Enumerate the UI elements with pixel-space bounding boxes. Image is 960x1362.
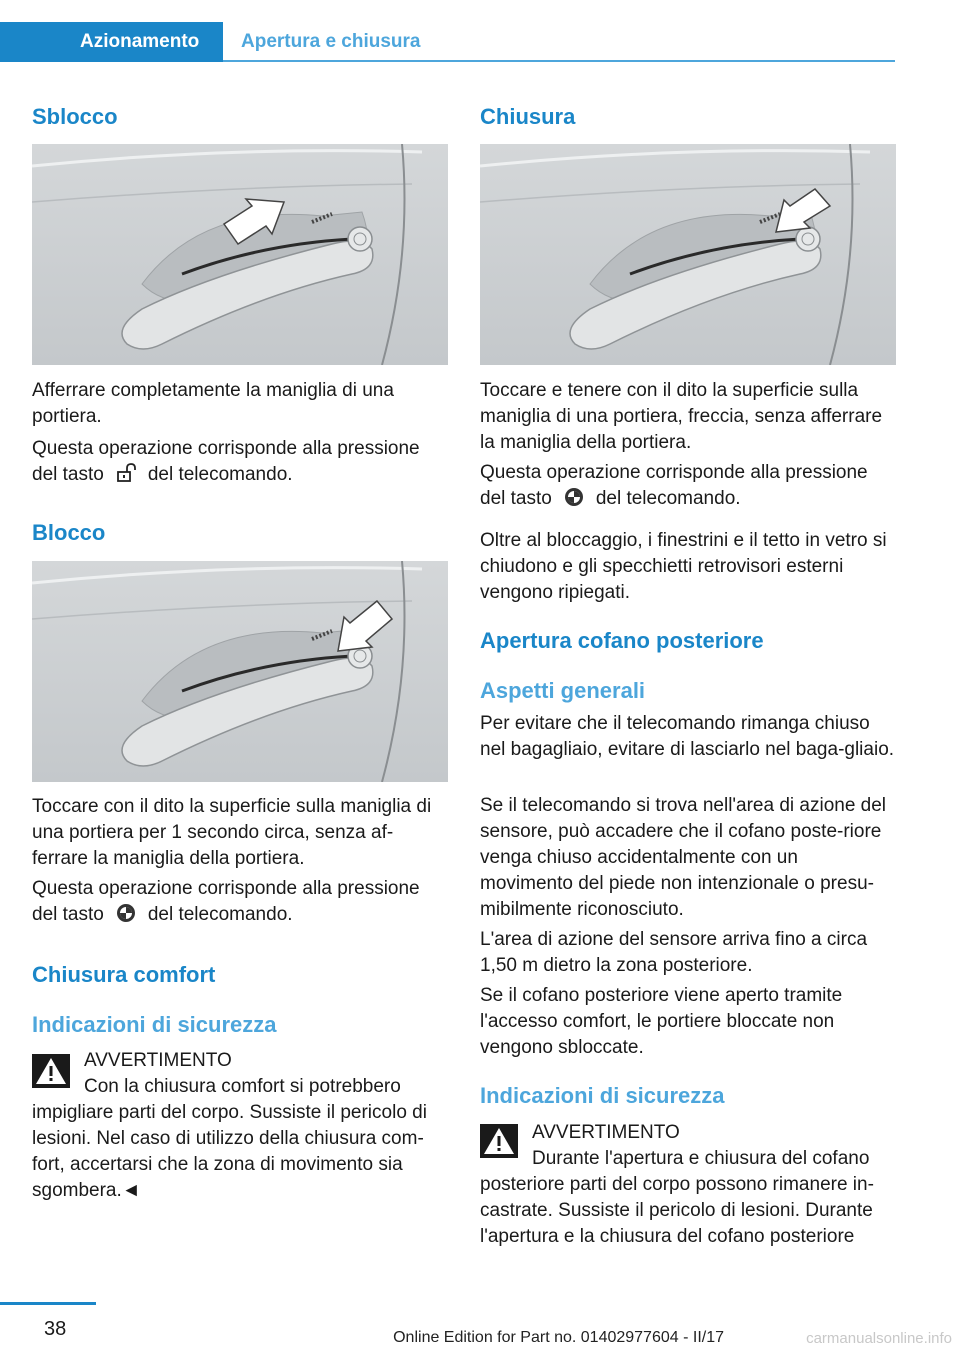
footer-divider <box>0 1302 96 1305</box>
heading-blocco: Blocco <box>32 520 106 545</box>
paragraph-chiusura-1: Toccare e tenere con il dito la superficie sulla maniglia di una portiera, freccia, senza afferrare la maniglia della portiera. <box>480 380 883 453</box>
paragraph-blocco-2-text-a: Questa operazione corrisponde alla pressione del tasto <box>32 878 420 925</box>
paragraph-sblocco-2 <box>32 436 448 488</box>
paragraph-general-2: Se il telecomando si trova nell'area di azione del sensore, può accadere che il cofano poste‐riore venga chiuso accidentalmente con un movimento del piede non intenzionale o presu‐mibilmente riconosciuto. <box>480 795 887 920</box>
paragraph-chiusura-2 <box>480 460 896 512</box>
page-header <box>0 22 895 62</box>
bmw-logo-icon <box>564 487 586 507</box>
door-handle-illustration <box>480 144 896 365</box>
paragraph-chiusura-2-text-a: Questa operazione corrisponde alla pressione del tasto <box>480 462 868 509</box>
header-divider <box>223 60 895 62</box>
door-handle-illustration <box>32 144 448 365</box>
paragraph-chiusura-3: Oltre al bloccaggio, i finestrini e il tetto in vetro si chiudono e gli specchietti retrovisori esterni vengono ripiegati. <box>480 530 887 603</box>
heading-aspetti-generali: Aspetti generali <box>480 678 646 703</box>
warning-text-left: Con la chiusura comfort si potrebbero impigliare parti del corpo. Sussiste il pericolo di lesioni. Nel caso di utilizzo della chiusura com‐fort, accertarsi che la zona di movimento sia sgombera.◄ <box>32 1076 427 1201</box>
warning-label-left: AVVERTIMENTO <box>84 1050 232 1071</box>
paragraph-chiusura-2-text-b: del telecomando. <box>595 488 741 509</box>
paragraph-blocco-2-text-b: del telecomando. <box>147 904 293 925</box>
section-tab-active: Azionamento <box>0 22 223 62</box>
paragraph-blocco-2 <box>32 876 448 928</box>
figure-door-handle-unlock <box>32 144 448 365</box>
figure-door-handle-lock <box>32 561 448 782</box>
heading-safety-left: Indicazioni di sicurezza <box>32 1012 277 1037</box>
paragraph-sblocco-2-text-a: Questa operazione corrisponde alla pressione del tasto <box>32 438 420 485</box>
paragraph-general-4: Se il cofano posteriore viene aperto tramite l'accesso comfort, le portiere bloccate non vengono sbloccate. <box>480 985 843 1058</box>
heading-chiusura: Chiusura <box>480 104 576 129</box>
figure-door-handle-close <box>480 144 896 365</box>
heading-sblocco: Sblocco <box>32 104 118 129</box>
page-number: 38 <box>44 1318 67 1340</box>
heading-safety-right: Indicazioni di sicurezza <box>480 1083 725 1108</box>
door-handle-illustration <box>32 561 448 782</box>
warning-label-right: AVVERTIMENTO <box>532 1122 680 1143</box>
paragraph-sblocco-2-text-b: del telecomando. <box>147 464 293 485</box>
paragraph-sblocco-1: Afferrare completamente la maniglia di una portiera. <box>32 380 394 427</box>
warning-text-right: Durante l'apertura e chiusura del cofano posteriore parti del corpo possono rimanere in‐castrate. Sussiste il pericolo di lesioni. Durante l'apertura e la chiusura del cofano posteriore <box>480 1148 874 1247</box>
paragraph-general-3: L'area di azione del sensore arriva fino a circa 1,50 m dietro la zona posteriore. <box>480 929 868 976</box>
paragraph-blocco-1: Toccare con il dito la superficie sulla maniglia di una portiera per 1 secondo circa, senza af‐ferrare la maniglia della portiera. <box>32 796 432 869</box>
footer-edition: Online Edition for Part no. 01402977604 - II/17 <box>393 1329 724 1346</box>
bmw-logo-icon <box>116 903 138 923</box>
section-tab-subtitle: Apertura e chiusura <box>241 31 421 52</box>
paragraph-general-1: Per evitare che il telecomando rimanga chiuso nel bagagliaio, evitare di lasciarlo nel baga‐gliaio. <box>480 713 895 760</box>
unlock-icon <box>116 463 138 483</box>
watermark: carmanualsonline.info <box>806 1330 952 1347</box>
heading-chiusura-comfort: Chiusura comfort <box>32 962 216 987</box>
heading-apertura-cofano: Apertura cofano posteriore <box>480 628 764 653</box>
